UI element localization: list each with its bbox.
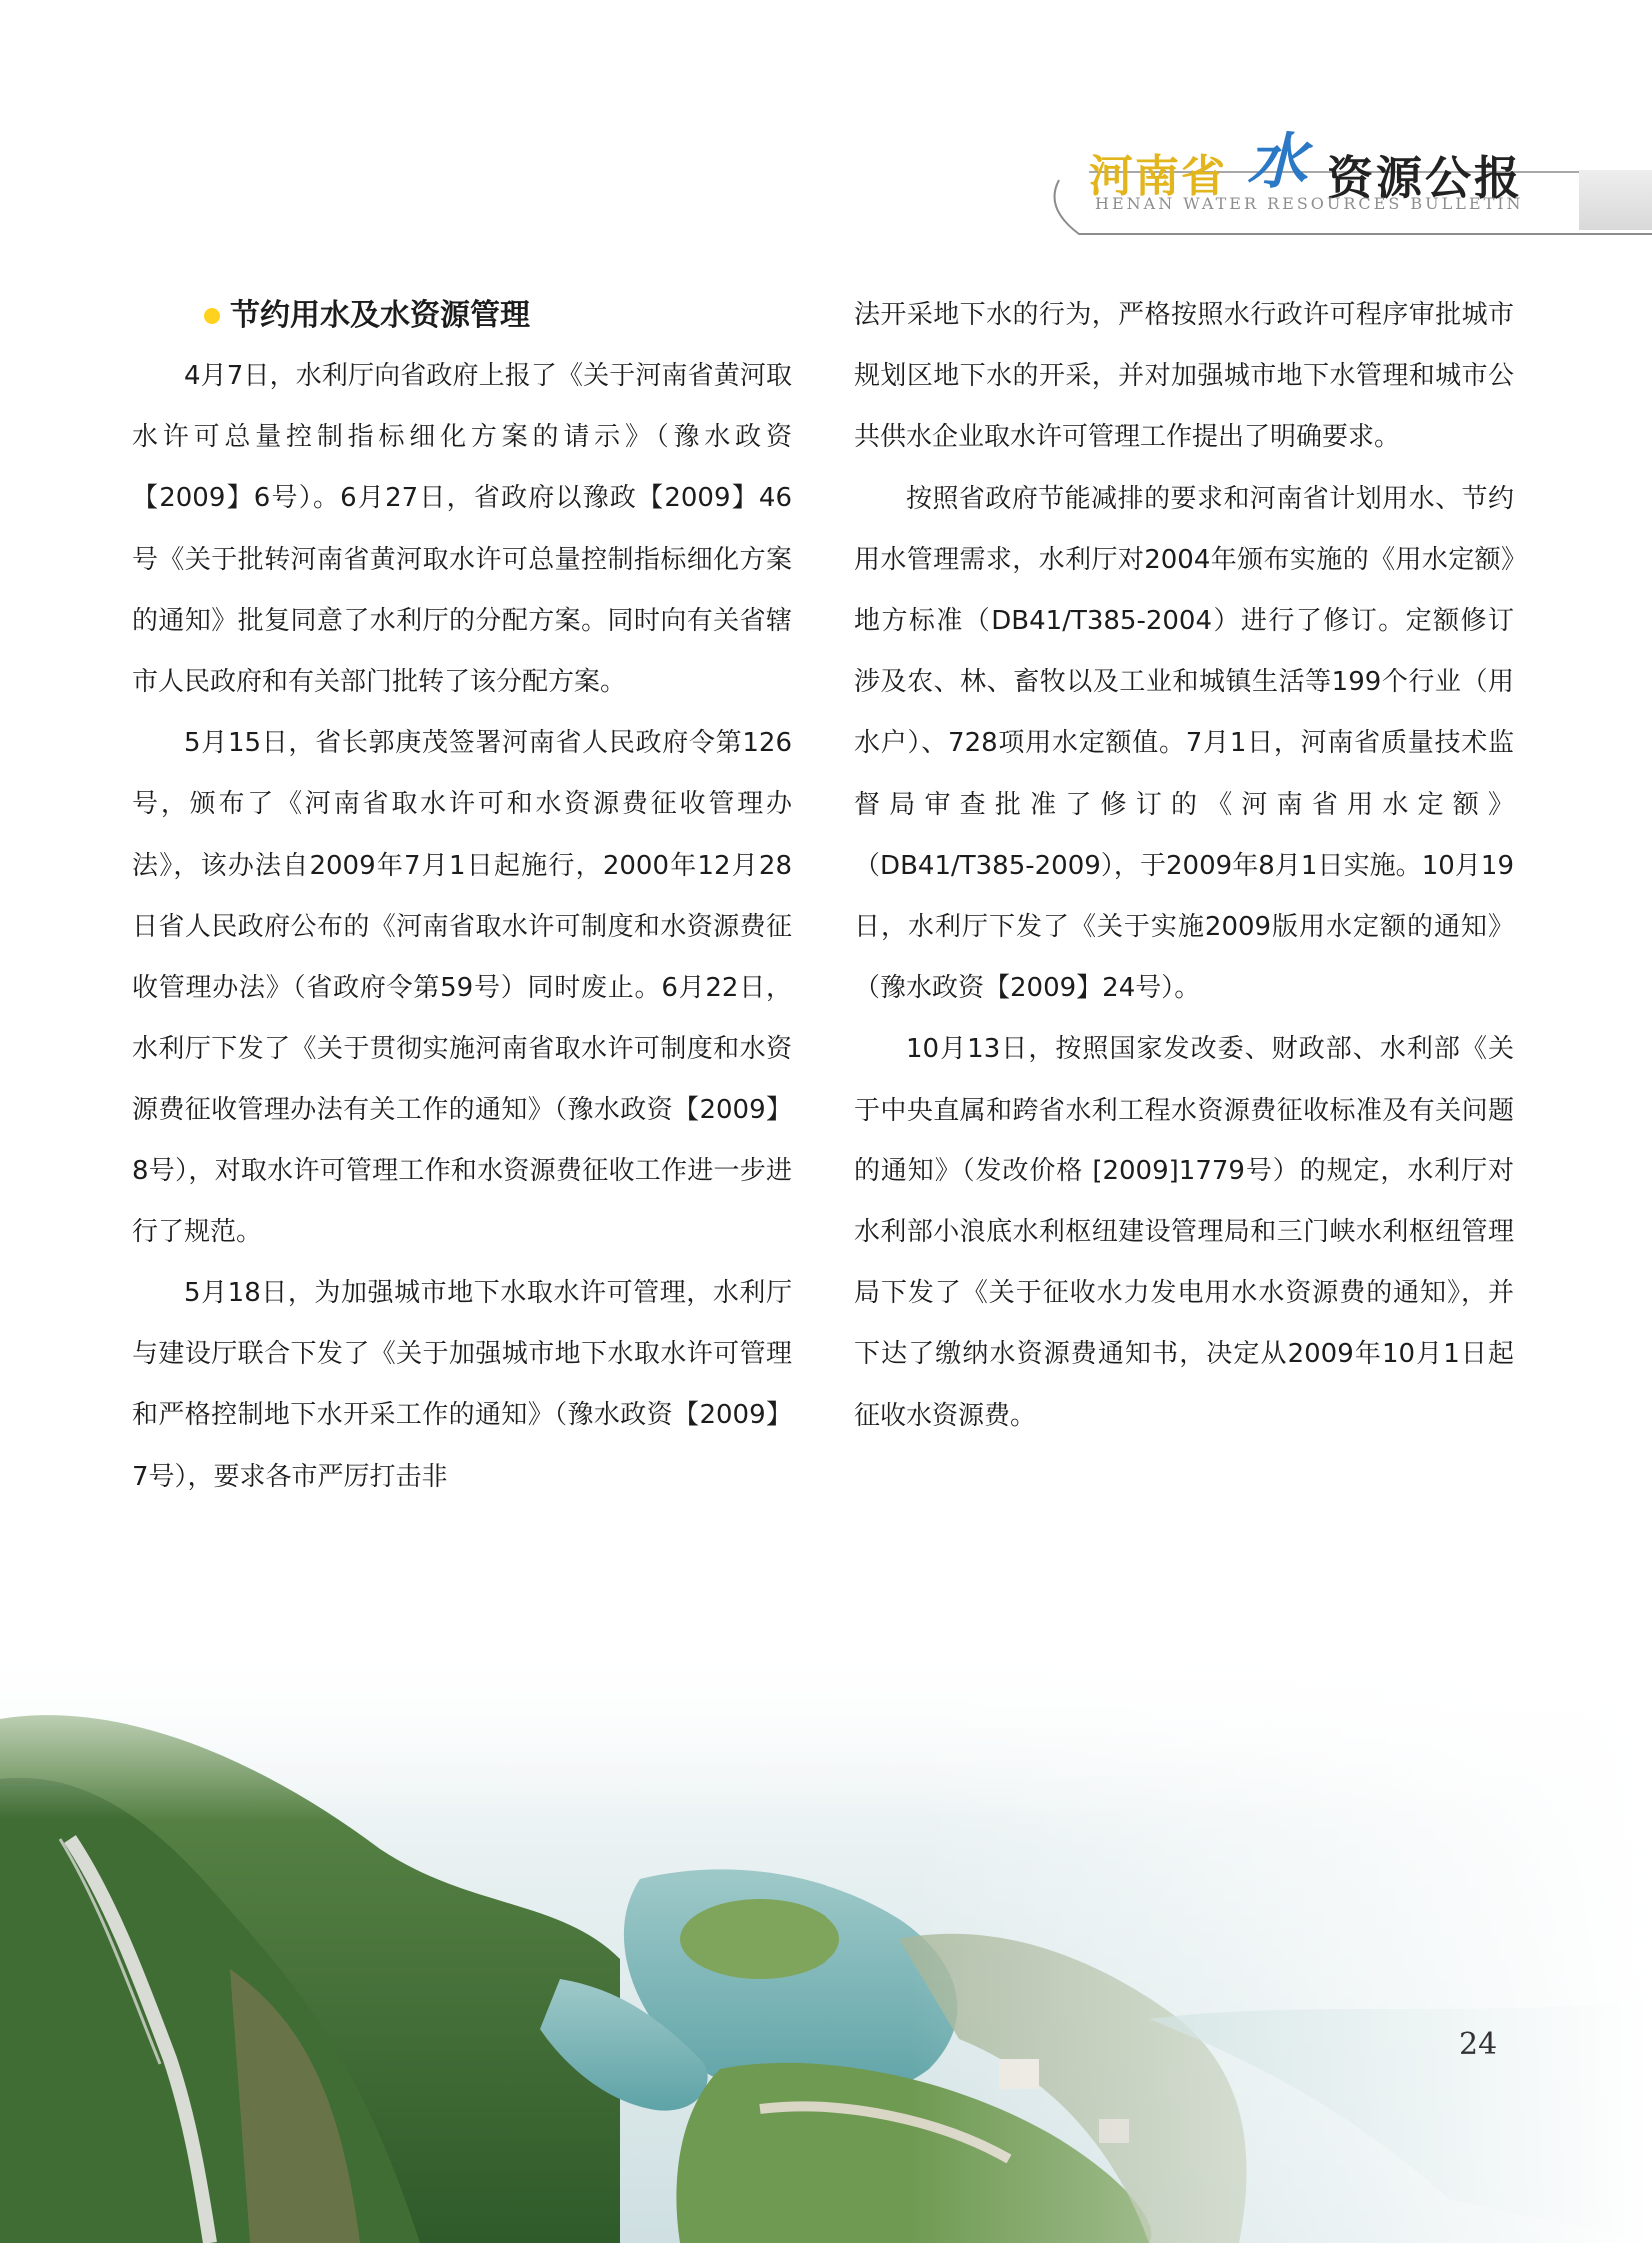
masthead-title-part2: 资源公报 — [1327, 151, 1523, 205]
masthead-subtitle: HENAN WATER RESOURCES BULLETIN — [1095, 194, 1524, 213]
paragraph: 5月15日，省长郭庚茂签署河南省人民政府令第126号，颁布了《河南省取水许可和水资源费征收管理办法》，该办法自2009年7月1日起施行，2000年12月28日省人民政府公布的《河南省取水许可制度和水资源费征收管理办法》（省政府令第59号）同时废止。6月22日，水利厅下发了《关于贯彻实施河南省取水许可制度和水资源费征收管理办法有关工作的通知》（豫水政资【2009】8号），对取水许可管理工作和水资源费征收工作进一步进行了规范。 — [132, 728, 792, 1247]
bullet-dot-icon — [204, 308, 220, 324]
right-column — [854, 285, 1514, 1447]
masthead — [1039, 120, 1652, 230]
section-heading-text: 节约用水及水资源管理 — [230, 298, 530, 333]
page-number: 24 — [1459, 2027, 1498, 2062]
masthead-water-mark: 水 — [1247, 127, 1307, 197]
aerial-landscape-image — [0, 1639, 1652, 2243]
masthead-grey-bar — [1579, 170, 1652, 230]
paragraph: 按照省政府节能减排的要求和河南省计划用水、节约用水管理需求，水利厅对2004年颁布实施的《用水定额》地方标准（DB41/T385-2004）进行了修订。定额修订涉及农、林、畜牧以及工业和城镇生活等199个行业（用水户）、728项用水定额值。7月1日，河南省质量技术监督局审查批准了修订的《河南省用水定额》（DB41/T385-2009），于2009年8月1日实施。10月19日，水利厅下发了《关于实施2009版用水定额的通知》（豫水政资【2009】24号）。 — [854, 483, 1514, 1004]
paragraph-continuation: 法开采地下水的行为，严格按照水行政许可程序审批城市规划区地下水的开采，并对加强城市地下水管理和城市公共供水企业取水许可管理工作提出了明确要求。 — [854, 300, 1514, 453]
masthead-title-part1: 河南省 — [1089, 151, 1227, 202]
paragraph: 4月7日，水利厅向省政府上报了《关于河南省黄河取水许可总量控制指标细化方案的请示》（豫水政资【2009】6号）。6月27日，省政府以豫政【2009】46号《关于批转河南省黄河取水许可总量控制指标细化方案的通知》批复同意了水利厅的分配方案。同时向有关省辖市人民政府和有关部门批转了该分配方案。 — [132, 361, 792, 698]
paragraph: 5月18日，为加强城市地下水取水许可管理，水利厅与建设厅联合下发了《关于加强城市地下水取水许可管理和严格控制地下水开采工作的通知》（豫水政资【2009】7号），要求各市严厉打击非 — [132, 1278, 792, 1492]
aerial-reservoir-photo — [0, 1639, 1652, 2243]
left-column — [132, 285, 792, 1508]
section-heading — [132, 285, 792, 346]
paragraph: 10月13日，按照国家发改委、财政部、水利部《关于中央直属和跨省水利工程水资源费征收标准及有关问题的通知》（发改价格 [2009]1779号）的规定，水利厅对水利部小浪底水利枢纽建设管理局和三门峡水利枢纽管理局下发了《关于征收水力发电用水水资源费的通知》，并下达了缴纳水资源费通知书，决定从2009年10月1日起征收水资源费。 — [854, 1034, 1514, 1431]
